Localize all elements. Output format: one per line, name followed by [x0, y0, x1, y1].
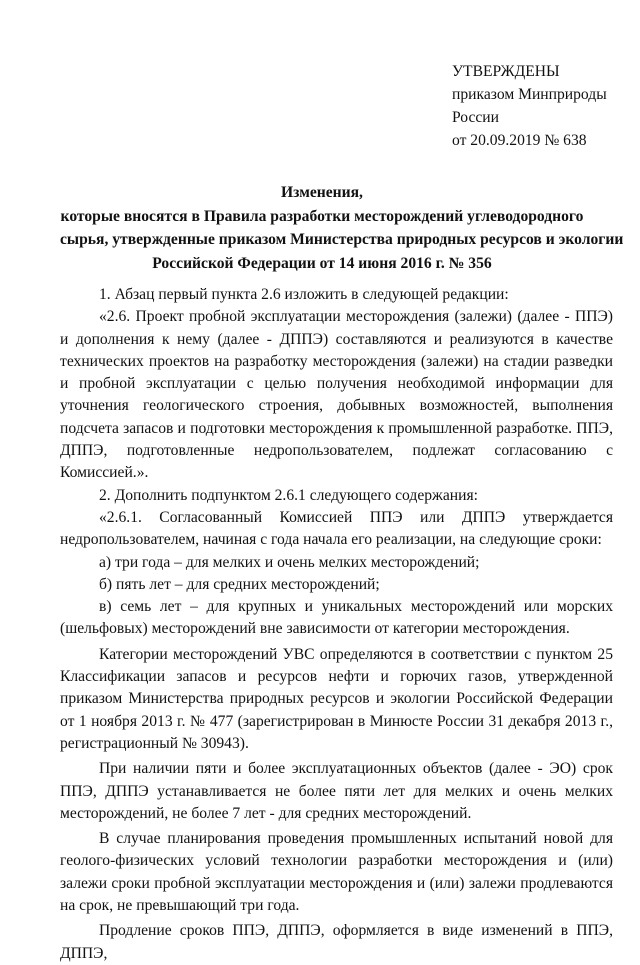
paragraph: в) семь лет – для крупных и уникальных месторождений или морских (шельфовых) месторождений вне зависимости от категории месторождения.: [60, 598, 613, 638]
paragraph: Продление сроков ППЭ, ДППЭ, оформляется в виде изменений в ППЭ, ДППЭ,: [60, 922, 613, 962]
title-line: которые вносятся в Правила разработки месторождений углеводородного: [60, 207, 584, 225]
approval-line: России: [452, 109, 500, 126]
approval-line: от 20.09.2019 № 638: [452, 132, 587, 149]
document-title: [60, 181, 624, 275]
approval-stamp: [452, 60, 607, 152]
paragraph: 2. Дополнить подпунктом 2.6.1 следующего содержания:: [99, 486, 478, 504]
title-line: сырья, утвержденные приказом Министерства природных ресурсов и экологии: [60, 231, 624, 249]
document-body: [60, 284, 613, 965]
paragraph: В случае планирования проведения промышленных испытаний новой для геолого-физических условий технологии разработки месторождения и (или) залежи сроки пробной эксплуатации месторождения и (или) залежи продлеваются на срок, не превышающий три года.: [60, 830, 613, 915]
title-line: Российской Федерации от 14 июня 2016 г. № 356: [152, 254, 492, 272]
paragraph: Категории месторождений УВС определяются в соответствии с пунктом 25 Классификации запасов и ресурсов нефти и горючих газов, утвержденной приказом Министерства природных ресурсов и экологии Российской Федерации от 1 ноября 2013 г. № 477 (зарегистрирован в Минюсте России 31 декабря 2013 г., регистрационный № 30943).: [60, 645, 613, 752]
paragraph: «2.6.1. Согласованный Комиссией ППЭ или ДППЭ утверждается недропользователем, начиная с года начала его реализации, на следующие сроки:: [60, 508, 613, 549]
title-line: Изменения,: [281, 184, 363, 201]
paragraph: 1. Абзац первый пункта 2.6 изложить в следующей редакции:: [99, 286, 509, 303]
approval-line: УТВЕРЖДЕНЫ: [452, 63, 560, 80]
paragraph: б) пять лет – для средних месторождений;: [99, 575, 380, 593]
approval-line: приказом Минприроды: [452, 86, 607, 103]
paragraph: «2.6. Проект пробной эксплуатации месторождения (залежи) (далее - ППЭ) и дополнения к нему (далее - ДППЭ) составляются и реализуются в качестве технических проектов на разработку месторождения (залежи) на стадии разведки и пробной эксплуатации с целью получения необходимой информации для уточнения геологического строения, добывных возможностей, выполнения подсчета запасов и подготовки месторождения к промышленной разработке. ППЭ, ДППЭ, подготовленные недропользователем, подлежат согласованию с Комиссией.».: [60, 308, 613, 482]
paragraph: а) три года – для мелких и очень мелких месторождений;: [99, 553, 480, 571]
paragraph: При наличии пяти и более эксплуатационных объектов (далее - ЭО) срок ППЭ, ДППЭ устанавливается не более пяти лет для мелких и очень мелких месторождений, не более 7 лет - для средних месторождений.: [60, 760, 613, 822]
